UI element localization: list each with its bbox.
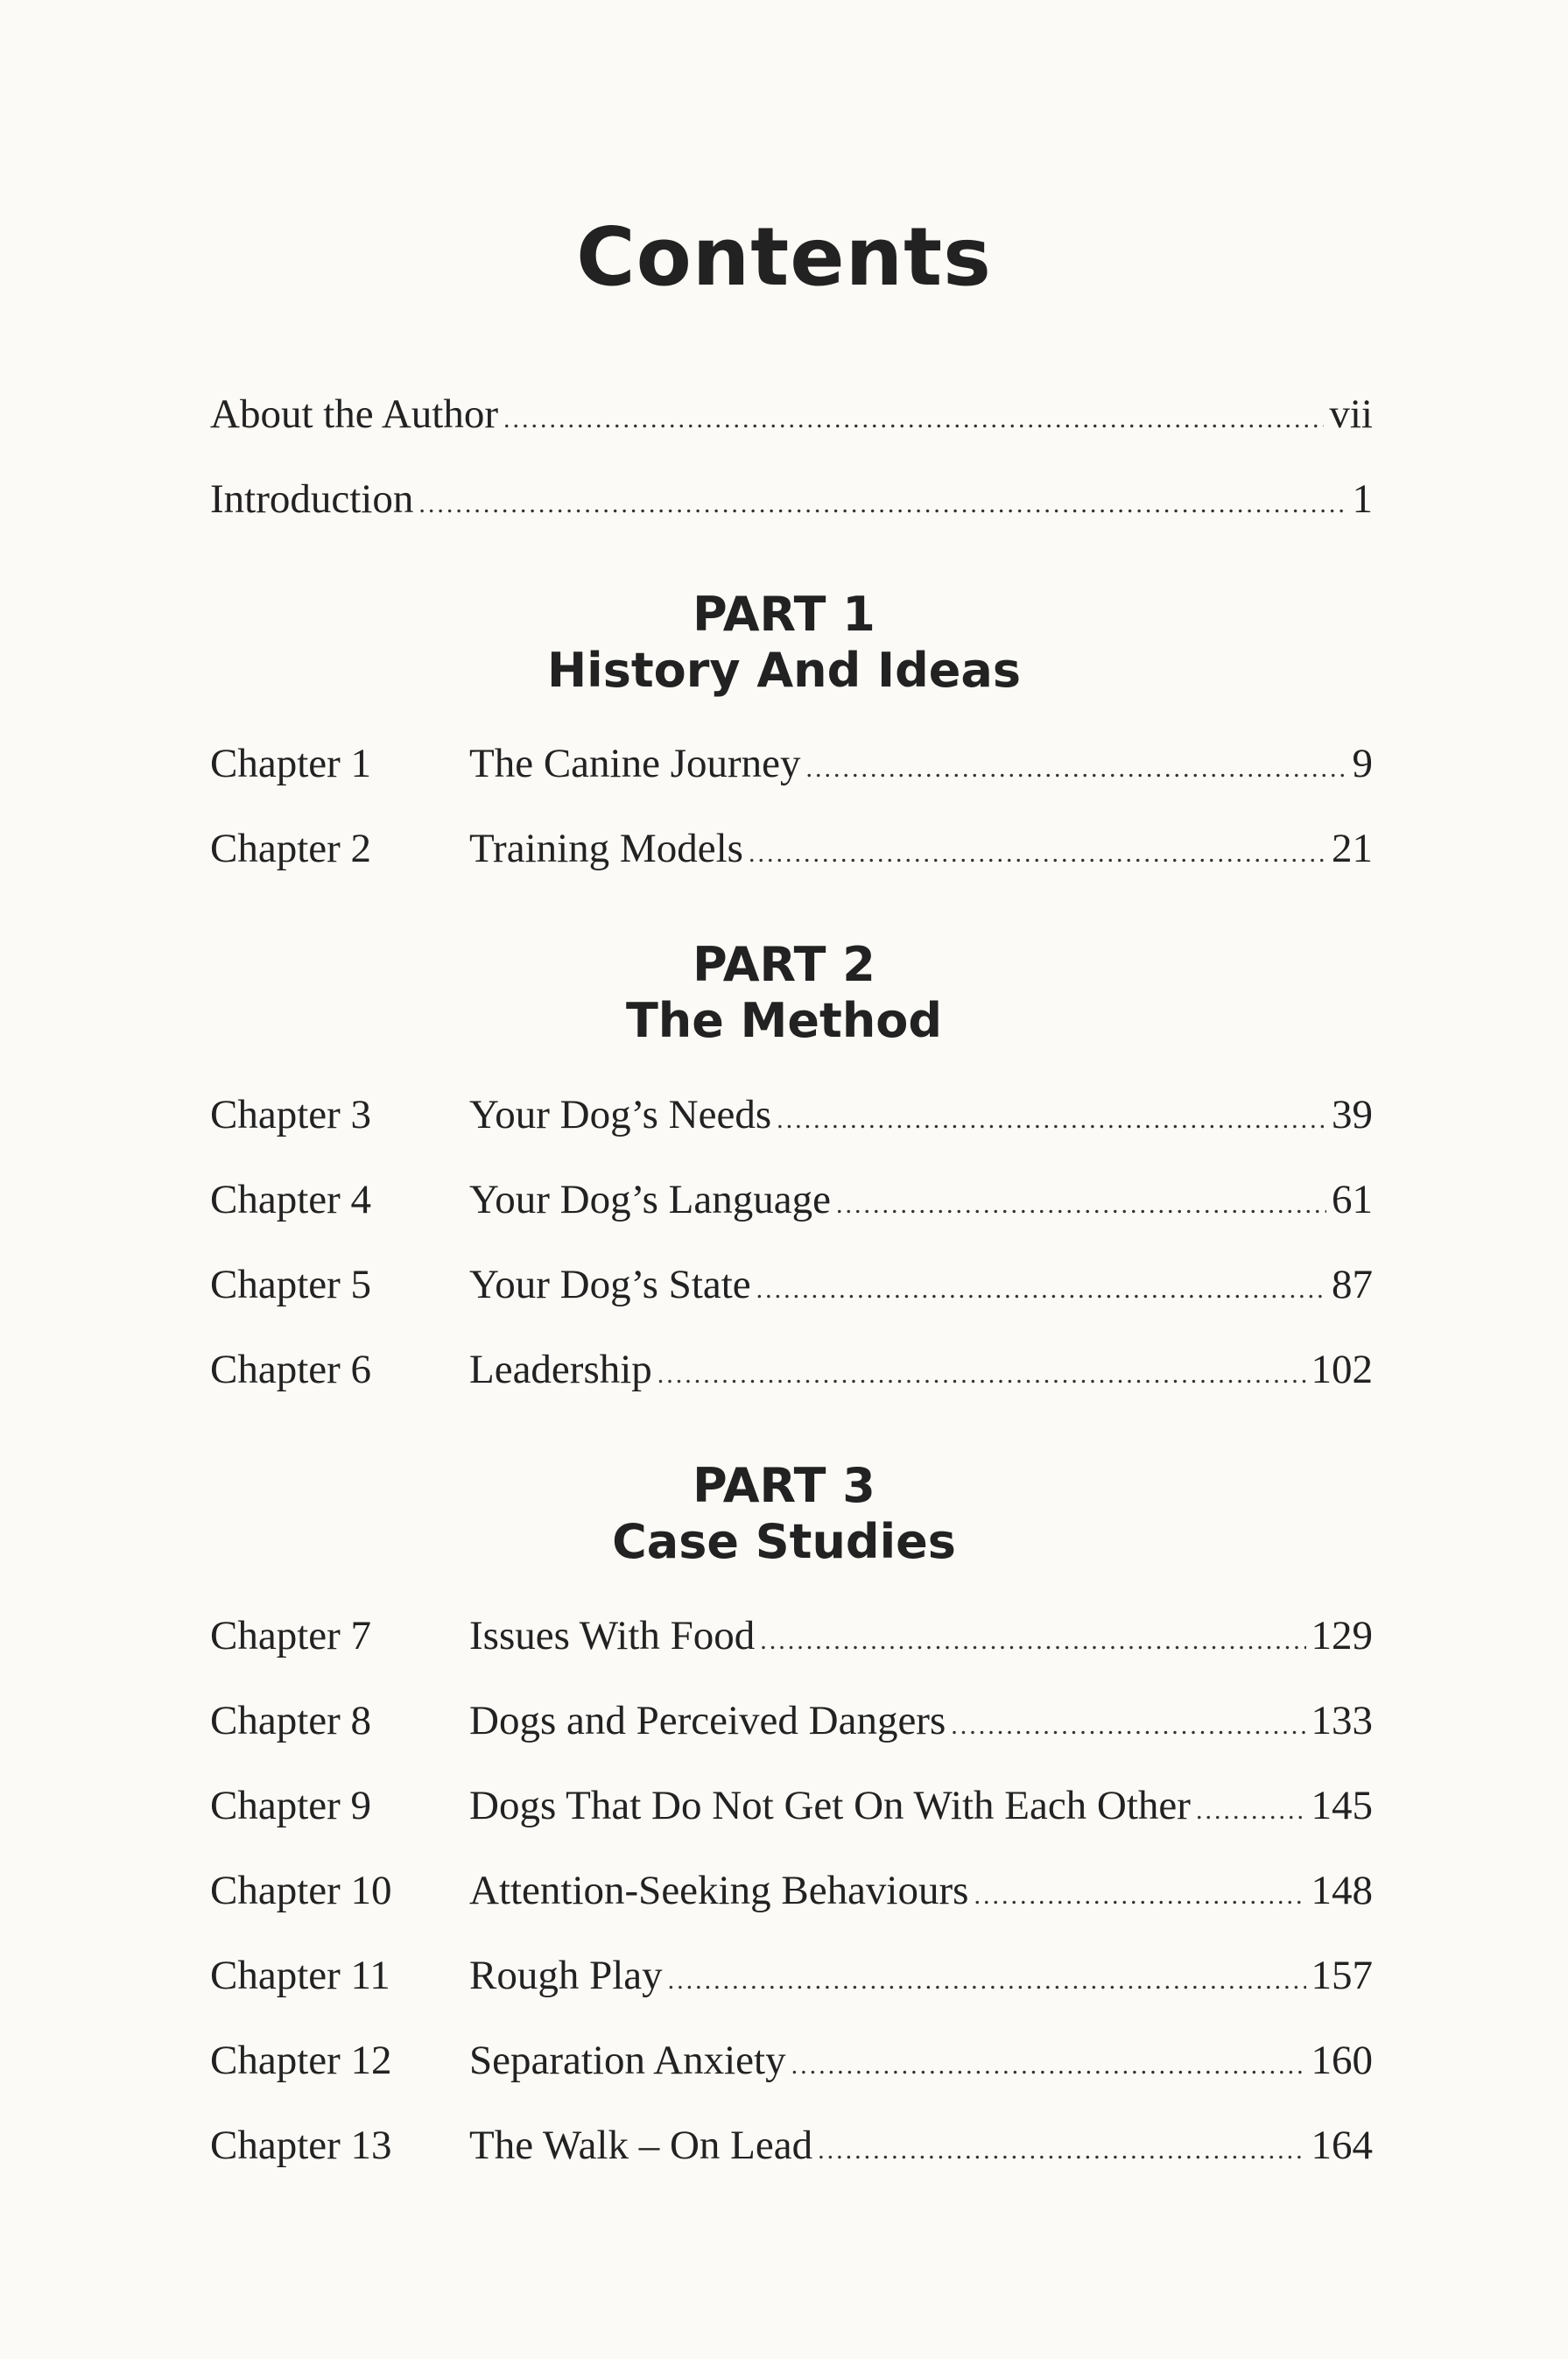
chapter-number: Chapter 4: [210, 1177, 372, 1222]
entry-title: Leadership: [469, 1347, 652, 1392]
dot-leader: [749, 839, 1326, 869]
toc-entry-chapter-2[interactable]: [210, 825, 1373, 881]
dot-leader: [974, 1881, 1305, 1911]
toc-entry-about-the-author[interactable]: [210, 391, 1373, 447]
entry-title: The Canine Journey: [469, 741, 801, 786]
dot-leader: [818, 2136, 1305, 2165]
dot-leader: [951, 1711, 1305, 1741]
entry-page-number: 87: [1332, 1262, 1373, 1307]
entry-title: Introduction: [210, 476, 414, 522]
entry-page-number: 133: [1311, 1698, 1373, 1743]
entry-title: Training Models: [469, 826, 743, 871]
part-name: The Method: [625, 993, 943, 1048]
chapter-number: Chapter 9: [210, 1783, 372, 1828]
toc-entry-introduction[interactable]: [210, 475, 1373, 532]
entry-page-number: 160: [1311, 2038, 1373, 2083]
toc-entry-chapter-9[interactable]: [210, 1782, 1373, 1838]
chapter-number: Chapter 12: [210, 2038, 392, 2083]
entry-page-number: 61: [1332, 1177, 1373, 1222]
toc-entry-chapter-7[interactable]: [210, 1612, 1373, 1668]
toc-entry-chapter-11[interactable]: [210, 1952, 1373, 2008]
part-3-heading: [0, 1458, 1568, 1570]
entry-title: Your Dog’s Needs: [469, 1092, 772, 1137]
chapter-number: Chapter 13: [210, 2123, 392, 2168]
entry-page-number: 102: [1311, 1347, 1373, 1392]
entry-page-number: 9: [1352, 741, 1373, 786]
entry-page-number: 129: [1311, 1613, 1373, 1658]
entry-title: Your Dog’s State: [469, 1262, 751, 1307]
entry-title: Issues With Food: [469, 1613, 756, 1658]
toc-entry-chapter-5[interactable]: [210, 1261, 1373, 1317]
part-name: Case Studies: [612, 1514, 956, 1569]
chapter-number: Chapter 1: [210, 741, 372, 786]
chapter-number: Chapter 2: [210, 826, 372, 871]
entry-title: Separation Anxiety: [469, 2038, 786, 2083]
entry-title: The Walk – On Lead: [469, 2123, 813, 2168]
page-title: Contents: [576, 210, 992, 304]
chapter-number: Chapter 3: [210, 1092, 372, 1137]
chapter-number: Chapter 5: [210, 1262, 372, 1307]
toc-entry-chapter-12[interactable]: [210, 2037, 1373, 2093]
part-label: PART 3: [693, 1458, 875, 1513]
part-label: PART 2: [693, 937, 875, 992]
dot-leader: [503, 405, 1324, 434]
entry-page-number: 39: [1332, 1092, 1373, 1137]
toc-entry-chapter-10[interactable]: [210, 1867, 1373, 1923]
chapter-number: Chapter 8: [210, 1698, 372, 1743]
chapter-number: Chapter 10: [210, 1868, 392, 1913]
entry-title: Dogs and Perceived Dangers: [469, 1698, 946, 1743]
chapter-number: Chapter 6: [210, 1347, 372, 1392]
entry-title: Dogs That Do Not Get On With Each Other: [469, 1783, 1191, 1828]
chapter-number: Chapter 11: [210, 1953, 390, 1998]
toc-entry-chapter-3[interactable]: [210, 1091, 1373, 1147]
toc-entry-chapter-6[interactable]: [210, 1346, 1373, 1402]
entry-title: Your Dog’s Language: [469, 1177, 831, 1222]
toc-entry-chapter-1[interactable]: [210, 740, 1373, 796]
toc-entry-chapter-13[interactable]: [210, 2122, 1373, 2178]
entry-page-number: 1: [1352, 476, 1373, 522]
entry-title: About the Author: [210, 391, 498, 437]
dot-leader: [668, 1966, 1306, 1996]
entry-page-number: vii: [1329, 391, 1373, 437]
entry-page-number: 157: [1311, 1953, 1373, 1998]
dot-leader: [657, 1360, 1306, 1390]
dot-leader: [836, 1190, 1326, 1220]
dot-leader: [806, 754, 1347, 784]
dot-leader: [777, 1105, 1326, 1135]
entry-page-number: 145: [1311, 1783, 1373, 1828]
chapter-number: Chapter 7: [210, 1613, 372, 1658]
entry-page-number: 164: [1311, 2123, 1373, 2168]
dot-leader: [1196, 1796, 1306, 1826]
entry-title: Rough Play: [469, 1953, 663, 1998]
entry-page-number: 148: [1311, 1868, 1373, 1913]
part-name: History And Ideas: [546, 643, 1022, 698]
toc-entry-chapter-8[interactable]: [210, 1697, 1373, 1753]
entry-title: Attention-Seeking Behaviours: [469, 1868, 969, 1913]
dot-leader: [756, 1275, 1326, 1305]
dot-leader: [418, 489, 1347, 519]
toc-entry-chapter-4[interactable]: [210, 1176, 1373, 1232]
entry-page-number: 21: [1332, 826, 1373, 871]
dot-leader: [760, 1626, 1305, 1656]
part-label: PART 1: [693, 587, 875, 642]
part-2-heading: [0, 937, 1568, 1049]
dot-leader: [791, 2051, 1306, 2081]
part-1-heading: [0, 587, 1568, 699]
